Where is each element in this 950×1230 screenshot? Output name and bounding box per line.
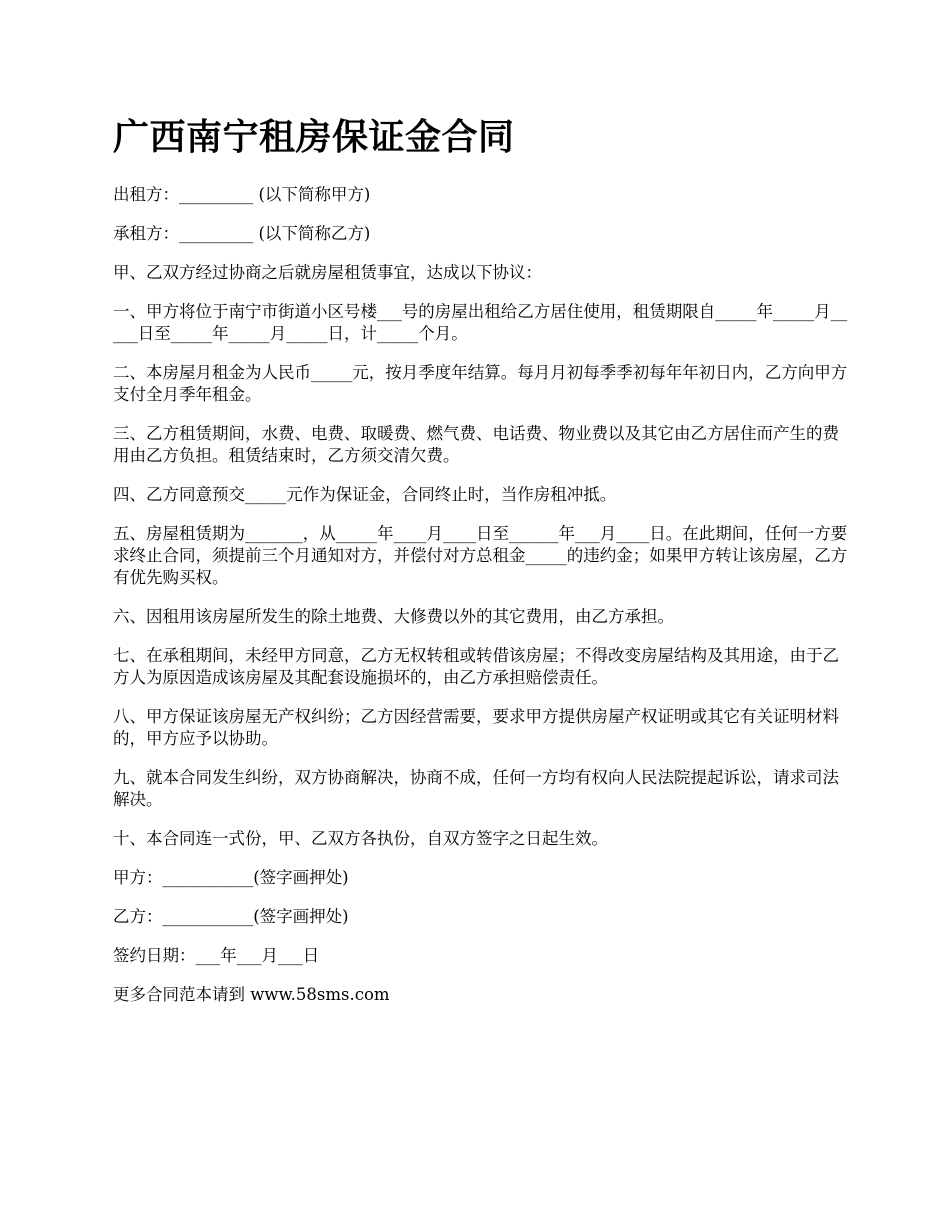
- clause-3: 三、乙方租赁期间，水费、电费、取暖费、燃气费、电话费、物业费以及其它由乙方居住而产生的费用由乙方负担。租赁结束时，乙方须交清欠费。: [113, 424, 839, 465]
- clause-6: 六、因租用该房屋所发生的除土地费、大修费以外的其它费用，由乙方承担。: [113, 607, 674, 626]
- document-title: 广西南宁租房保证金合同: [113, 116, 515, 158]
- clause-9: 九、就本合同发生纠纷，双方协商解决，协商不成，任何一方均有权向人民法院提起诉讼，请求司法解决。: [113, 768, 839, 809]
- party-a-signature: 甲方：___________(签字画押处): [113, 868, 349, 887]
- clause-1: 一、甲方将位于南宁市街道小区号楼___号的房屋出租给乙方居住使用，租赁期限自_____年_____月_____日至_____年_____月_____日，计_____个月。: [113, 302, 848, 343]
- clause-10: 十、本合同连一式份，甲、乙双方各执份，自双方签字之日起生效。: [113, 829, 608, 848]
- clause-2: 二、本房屋月租金为人民币_____元，按月季度年结算。每月月初每季季初每年年初日内，乙方向甲方支付全月季年租金。: [113, 363, 848, 404]
- lessee-line: 承租方：_________ (以下简称乙方): [113, 224, 371, 243]
- clause-8: 八、甲方保证该房屋无产权纠纷；乙方因经营需要，要求甲方提供房屋产权证明或其它有关证明材料的，甲方应予以协助。: [113, 707, 839, 748]
- footer-note: 更多合同范本请到 www.58sms.com: [113, 985, 390, 1004]
- agreement-intro: 甲、乙双方经过协商之后就房屋租赁事宜，达成以下协议：: [113, 263, 542, 282]
- signing-date: 签约日期：___年___月___日: [113, 946, 320, 965]
- party-b-signature: 乙方：___________(签字画押处): [113, 907, 349, 926]
- clause-7: 七、在承租期间，未经甲方同意，乙方无权转租或转借该房屋；不得改变房屋结构及其用途，由于乙方人为原因造成该房屋及其配套设施损坏的，由乙方承担赔偿责任。: [113, 646, 839, 687]
- clause-5: 五、房屋租赁期为_______，从_____年____月____日至______年___月____日。在此期间，任何一方要求终止合同，须提前三个月通知对方，并偿付对方总租金_____的违约金；如果甲方转让该房屋，乙方有优先购买权。: [113, 524, 848, 587]
- lessor-line: 出租方：_________ (以下简称甲方): [113, 185, 371, 204]
- document-body: [113, 112, 853, 1023]
- clause-4: 四、乙方同意预交_____元作为保证金，合同终止时，当作房租冲抵。: [113, 485, 617, 504]
